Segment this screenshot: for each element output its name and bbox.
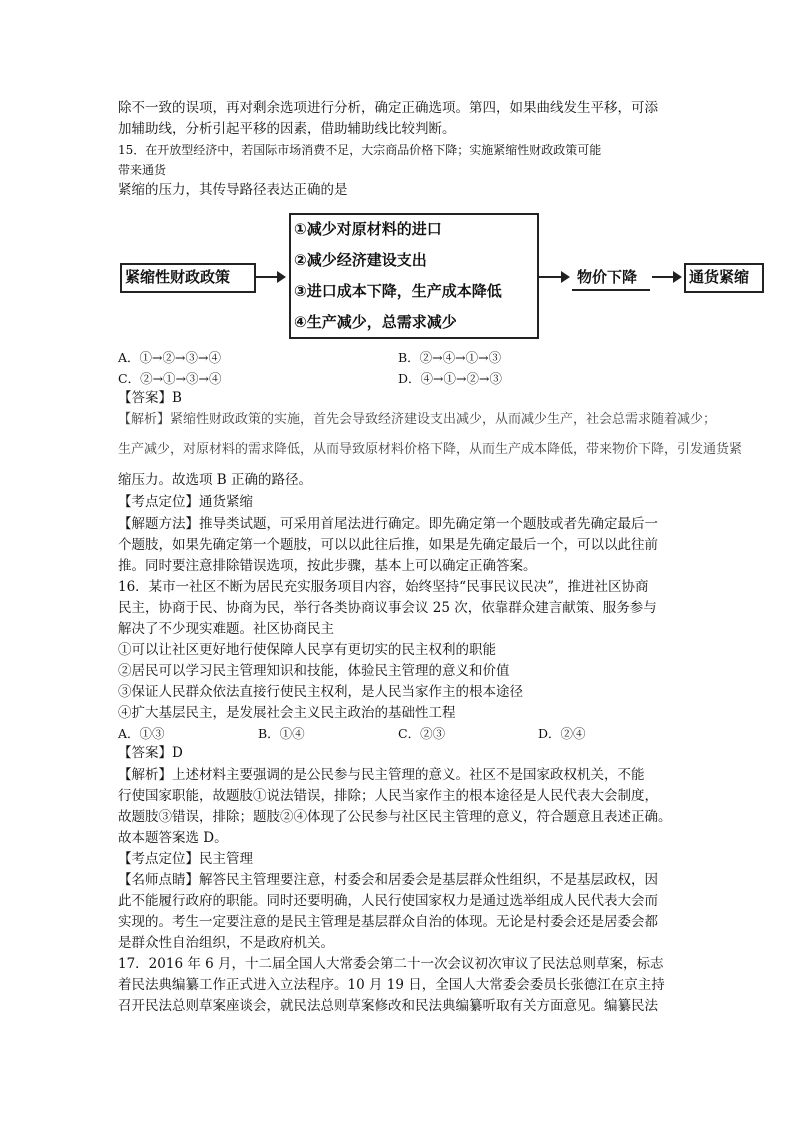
teacher-tip-16: 实现的。考生一定要注意的是民主管理是基层群众自治的体现。无论是村委会还是居委会都 <box>118 914 658 930</box>
answer-16: 【答案】D <box>118 745 183 761</box>
diagram-item: ①减少对原材料的进口 <box>294 220 442 238</box>
diagram-end-label: 通货紧缩 <box>689 268 750 286</box>
statement-1: ①可以让社区更好地行使保障人民享有更切实的民主权利的职能 <box>118 642 496 658</box>
option-c: C．②③ <box>398 726 446 741</box>
arrow-icon <box>538 276 568 278</box>
question-15-stem: 带来通货 <box>118 163 167 177</box>
analysis-16: 故题肢③错误，排除；题肢②④体现了公民参与社区民主管理的意义，符合题意且表述正确。 <box>118 809 672 825</box>
question-16-stem: 民主，协商于民、协商为民，举行各类协商议事会议 25 次，依靠群众建言献策、服务参与 <box>118 600 657 616</box>
option-d: D．④→①→②→③ <box>398 371 502 386</box>
analysis-15: 【解析】紧缩性财政政策的实施，首先会导致经济建设支出减少，从而减少生产，社会总需求随着减少； <box>118 412 717 427</box>
diagram-mid-label: 物价下降 <box>577 268 638 286</box>
analysis-15: 生产减少，对原材料的需求降低，从而导致原材料价格下降，从而生产成本降低，带来物价下降，引发通货紧 <box>118 442 743 457</box>
diagram-item: ④生产减少，总需求减少 <box>294 313 457 331</box>
question-15-stem: 紧缩的压力，其传导路径表达正确的是 <box>118 182 348 198</box>
method-15: 推。同时要注意排除错误选项，按此步骤，基本上可以确定正确答案。 <box>118 558 537 574</box>
diagram-start-label: 紧缩性财政政策 <box>125 268 231 286</box>
arrow-icon <box>652 276 680 278</box>
text-line: 加辅助线，分析引起平移的因素，借助辅助线比较判断。 <box>118 121 456 137</box>
option-c: C．②→①→③→④ <box>118 371 222 386</box>
option-d: D．②④ <box>538 726 586 741</box>
option-a: A．①→②→③→④ <box>118 350 221 365</box>
teacher-tip-16: 此不能履行政府的职能。同时还要明确，人民行使国家权力是通过选举组成人民代表大会而 <box>118 893 658 909</box>
question-16-stem: 16．某市一社区不断为居民充实服务项目内容，始终坚持“民事民议民决”，推进社区协商 <box>118 579 649 595</box>
option-a: A．①③ <box>118 726 165 741</box>
key-point-16: 【考点定位】民主管理 <box>118 851 253 867</box>
text-line: 除不一致的误项，再对剩余选项进行分析，确定正确选项。第四，如果曲线发生平移，可添 <box>118 100 658 116</box>
statement-3: ③保证人民群众依法直接行使民主权利，是人民当家作主的根本途径 <box>118 684 523 700</box>
key-point-15: 【考点定位】通货紧缩 <box>118 494 253 510</box>
arrow-icon <box>254 276 284 278</box>
teacher-tip-16: 是群众性自治组织，不是政府机关。 <box>118 935 334 951</box>
analysis-16: 故本题答案选 D。 <box>118 830 228 846</box>
answer-15: 【答案】B <box>118 390 182 406</box>
analysis-16: 行使国家职能，故题肢①说法错误，排除；人民当家作主的根本途径是人民代表大会制度， <box>118 788 658 804</box>
diagram-item: ③进口成本下降，生产成本降低 <box>294 282 502 300</box>
analysis-16: 【解析】上述材料主要强调的是公民参与民主管理的意义。社区不是国家政权机关，不能 <box>118 767 645 783</box>
method-15: 【解题方法】推导类试题，可采用首尾法进行确定。即先确定第一个题肢或者先确定最后一 <box>118 516 658 532</box>
statement-4: ④扩大基层民主，是发展社会主义民主政治的基础性工程 <box>118 705 456 721</box>
question-17-stem: 着民法典编纂工作正式进入立法程序。10 月 19 日，全国人大常委会委员长张德江在京主持 <box>118 977 665 993</box>
option-b: B．①④ <box>258 726 305 741</box>
question-15-stem: 15．在开放型经济中，若国际市场消费不足，大宗商品价格下降；实施紧缩性财政政策可能 <box>118 143 602 157</box>
analysis-15: 缩压力。故选项 B 正确的路径。 <box>118 472 313 488</box>
option-b: B．②→④→①→③ <box>398 350 502 365</box>
teacher-tip-16: 【名师点睛】解答民主管理要注意，村委会和居委会是基层群众性组织，不是基层政权，因 <box>118 872 658 888</box>
question-17-stem: 17．2016 年 6 月，十二届全国人大常委会第二十一次会议初次审议了民法总则草案，标志 <box>118 956 664 972</box>
statement-2: ②居民可以学习民主管理知识和技能，体验民主管理的意义和价值 <box>118 663 510 679</box>
method-15: 个题肢，如果先确定第一个题肢，可以以此往后推，如果是先确定最后一个，可以以此往前 <box>118 537 658 553</box>
question-17-stem: 召开民法总则草案座谈会，就民法总则草案修改和民法典编纂听取有关方面意见。编纂民法 <box>118 998 658 1014</box>
question-16-stem: 解决了不少现实难题。社区协商民主 <box>118 621 334 637</box>
diagram-item: ②减少经济建设支出 <box>294 251 427 269</box>
